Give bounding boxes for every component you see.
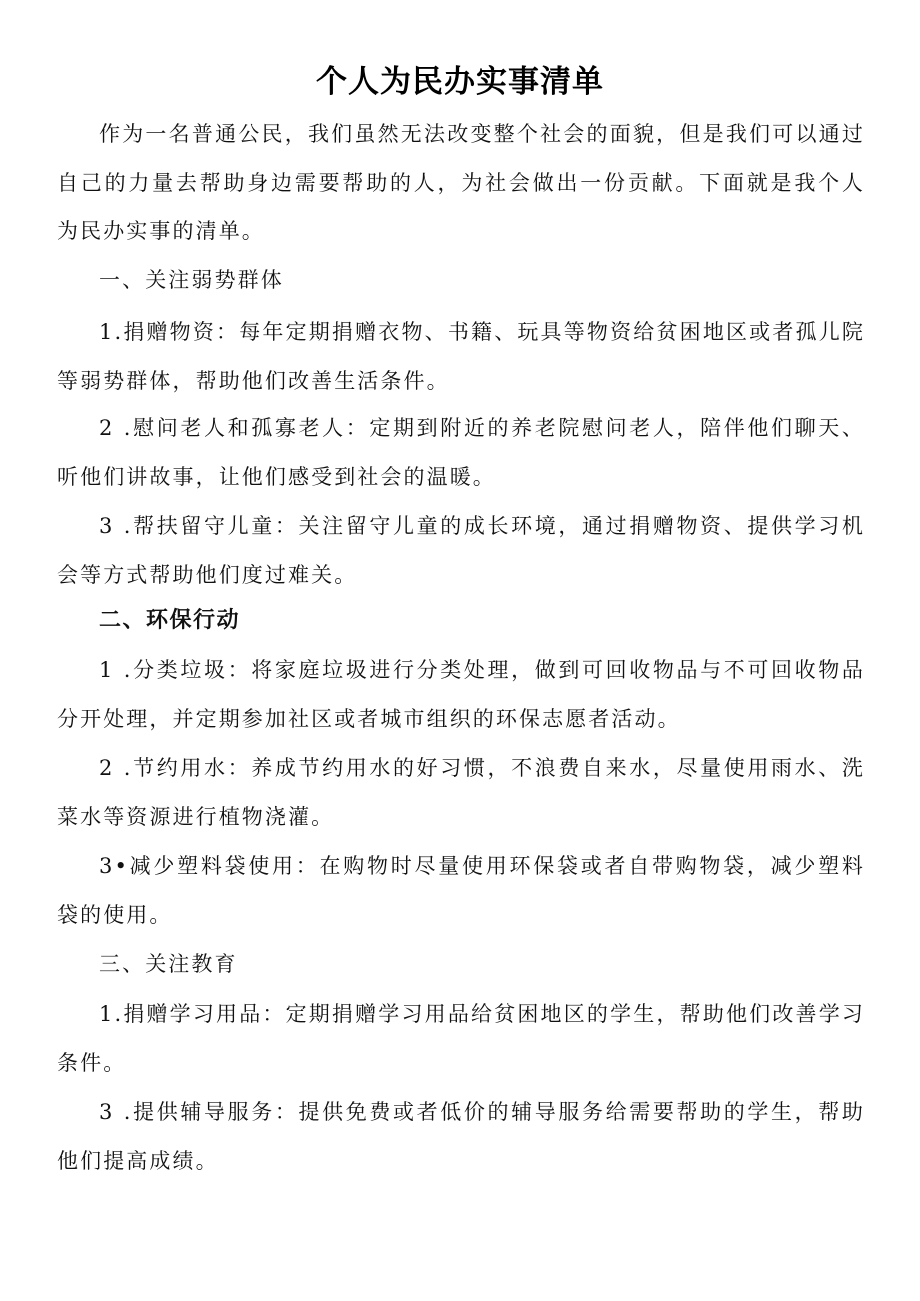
section-heading-environment: 二、环保行动 (99, 608, 241, 633)
list-item: 3•减少塑料袋使用：在购物时尽量使用环保袋或者自带购物袋，减少塑料袋的使用。 (57, 854, 865, 927)
list-item: 2 .节约用水：养成节约用水的好习惯，不浪费自来水，尽量使用雨水、洗菜水等资源进行植物浇灌。 (57, 756, 865, 829)
intro-paragraph: 作为一名普通公民，我们虽然无法改变整个社会的面貌，但是我们可以通过自己的力量去帮助身边需要帮助的人，为社会做出一份贡献。下面就是我个人为民办实事的清单。 (57, 122, 865, 243)
list-item: 1.捐赠物资：每年定期捐赠衣物、书籍、玩具等物资给贫困地区或者孤儿院等弱势群体，帮助他们改善生活条件。 (57, 320, 865, 393)
list-item: 1.捐赠学习用品：定期捐赠学习用品给贫困地区的学生，帮助他们改善学习条件。 (57, 1002, 865, 1075)
document-title: 个人为民办实事清单 (316, 64, 604, 100)
list-item: 3 .提供辅导服务：提供免费或者低价的辅导服务给需要帮助的学生，帮助他们提高成绩。 (57, 1100, 865, 1173)
list-item: 2 .慰问老人和孤寡老人：定期到附近的养老院慰问老人，陪伴他们聊天、听他们讲故事，让他们感受到社会的温暖。 (57, 416, 865, 489)
section-heading-education: 三、关注教育 (99, 952, 238, 976)
section-heading-vulnerable-groups: 一、关注弱势群体 (99, 268, 284, 292)
list-item: 1 .分类垃圾：将家庭垃圾进行分类处理，做到可回收物品与不可回收物品分开处理，并定期参加社区或者城市组织的环保志愿者活动。 (57, 658, 865, 731)
list-item: 3 .帮扶留守儿童：关注留守儿童的成长环境，通过捐赠物资、提供学习机会等方式帮助他们度过难关。 (57, 514, 865, 587)
